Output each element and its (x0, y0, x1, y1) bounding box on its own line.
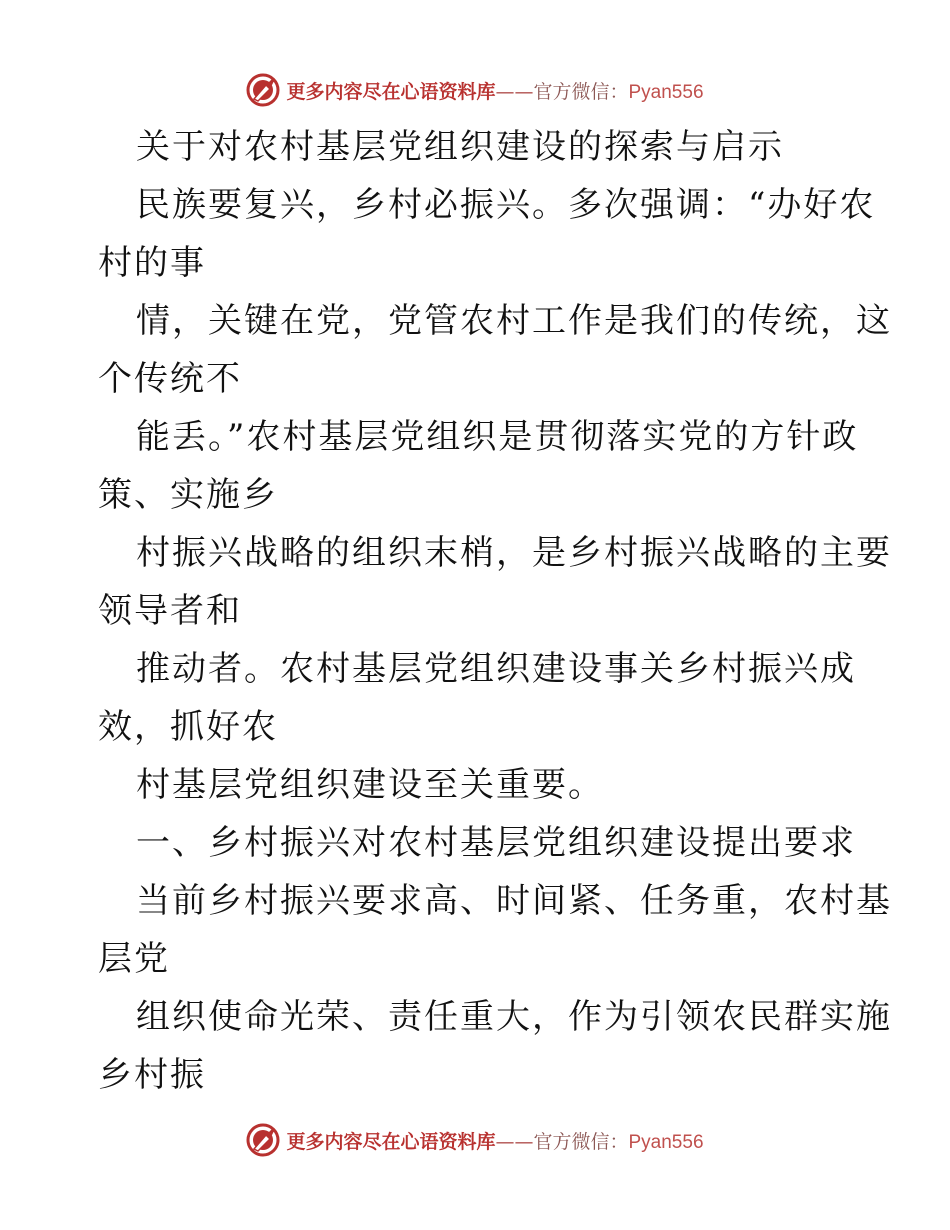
banner-wechat-label: 官方微信： (533, 1130, 629, 1153)
banner-separator: —— (495, 1130, 534, 1153)
banner-title: 更多内容尽在心语资料库 (286, 1130, 496, 1153)
paragraph-line: 能丢。”农村基层党组织是贯彻落实党的方针政 (136, 417, 859, 457)
document-title: 关于对农村基层党组织建设的探索与启示 (136, 127, 784, 167)
banner-wechat-label: 官方微信： (533, 80, 629, 103)
pen-nib-logo-icon (246, 1123, 280, 1157)
paragraph-line: 领导者和 (98, 591, 242, 631)
banner-wechat-id: Pyan556 (628, 81, 704, 103)
paragraph-line: 民族要复兴，乡村必振兴。多次强调：“办好农 (136, 185, 876, 225)
paragraph-line: 乡村振 (98, 1055, 206, 1095)
banner-wechat-id: Pyan556 (628, 1131, 704, 1153)
paragraph-line: 推动者。农村基层党组织建设事关乡村振兴成 (136, 649, 856, 689)
banner-text (286, 1127, 703, 1154)
paragraph-line: 组织使命光荣、责任重大，作为引领农民群实施 (136, 997, 892, 1037)
banner-title: 更多内容尽在心语资料库 (286, 80, 496, 103)
paragraph-line: 效，抓好农 (98, 707, 278, 747)
paragraph-line: 村的事 (98, 243, 206, 283)
paragraph-line: 策、实施乡 (98, 475, 278, 515)
header-banner (0, 70, 950, 110)
pen-nib-logo-icon (246, 73, 280, 107)
paragraph-line: 情，关键在党，党管农村工作是我们的传统，这 (136, 301, 892, 341)
paragraph-line: 个传统不 (98, 359, 242, 399)
paragraph-line: 村基层党组织建设至关重要。 (136, 765, 604, 805)
paragraph-line: 村振兴战略的组织末梢，是乡村振兴战略的主要 (136, 533, 892, 573)
paragraph-line: 当前乡村振兴要求高、时间紧、任务重，农村基 (136, 881, 892, 921)
banner-text (286, 77, 703, 104)
document-body (98, 118, 892, 1104)
banner-separator: —— (495, 80, 534, 103)
paragraph-line: 层党 (98, 939, 170, 979)
section-heading: 一、乡村振兴对农村基层党组织建设提出要求 (136, 823, 856, 863)
footer-banner (0, 1120, 950, 1160)
